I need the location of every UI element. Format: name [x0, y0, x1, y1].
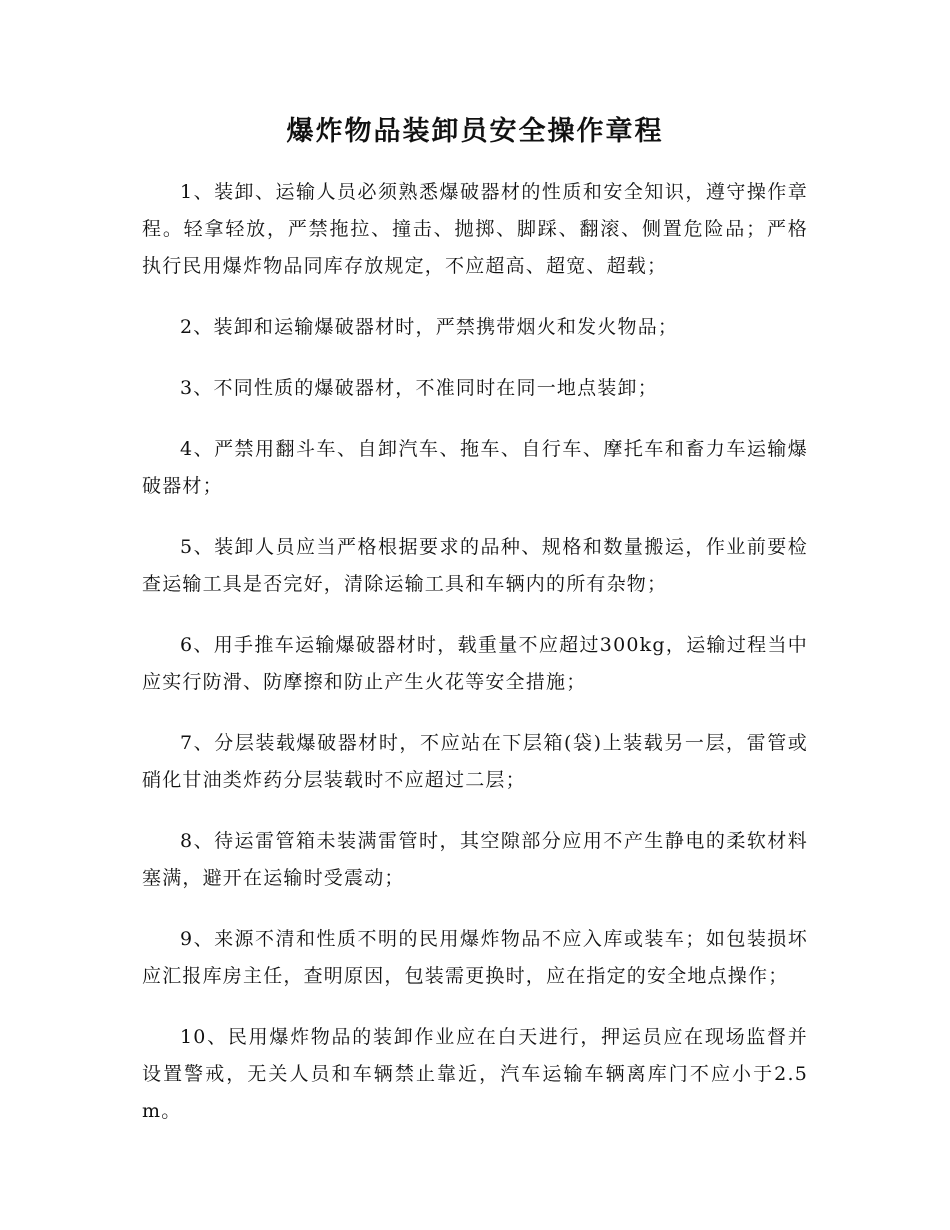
rule-paragraph-1: 1、装卸、运输人员必须熟悉爆破器材的性质和安全知识，遵守操作章程。轻拿轻放，严禁拖拉、撞击、抛掷、脚踩、翻滚、侧置危险品；严格执行民用爆炸物品同库存放规定，不应超高、超宽、超载； [142, 181, 808, 277]
rule-paragraph-5: 5、装卸人员应当严格根据要求的品种、规格和数量搬运，作业前要检查运输工具是否完好，清除运输工具和车辆内的所有杂物； [142, 536, 808, 595]
rule-paragraph-4: 4、严禁用翻斗车、自卸汽车、拖车、自行车、摩托车和畜力车运输爆破器材； [142, 438, 808, 497]
rule-paragraph-8: 8、待运雷管箱未装满雷管时，其空隙部分应用不产生静电的柔软材料塞满，避开在运输时受震动； [142, 830, 808, 889]
rule-paragraph-10: 10、民用爆炸物品的装卸作业应在白天进行，押运员应在现场监督并设置警戒，无关人员和车辆禁止靠近，汽车运输车辆离库门不应小于2.5m。 [142, 1026, 808, 1122]
rule-paragraph-2: 2、装卸和运输爆破器材时，严禁携带烟火和发火物品； [180, 316, 679, 338]
document-title: 爆炸物品装卸员安全操作章程 [286, 116, 664, 147]
rule-paragraph-9: 9、来源不清和性质不明的民用爆炸物品不应入库或装车；如包装损坏应汇报库房主任，查明原因，包装需更换时，应在指定的安全地点操作； [142, 928, 808, 987]
rule-paragraph-7: 7、分层装载爆破器材时，不应站在下层箱(袋)上装载另一层，雷管或硝化甘油类炸药分层装载时不应超过二层； [142, 732, 808, 791]
rule-paragraph-6: 6、用手推车运输爆破器材时，载重量不应超过300kg，运输过程当中应实行防滑、防摩擦和防止产生火花等安全措施； [142, 634, 808, 693]
rule-paragraph-3: 3、不同性质的爆破器材，不准同时在同一地点装卸； [180, 377, 658, 399]
